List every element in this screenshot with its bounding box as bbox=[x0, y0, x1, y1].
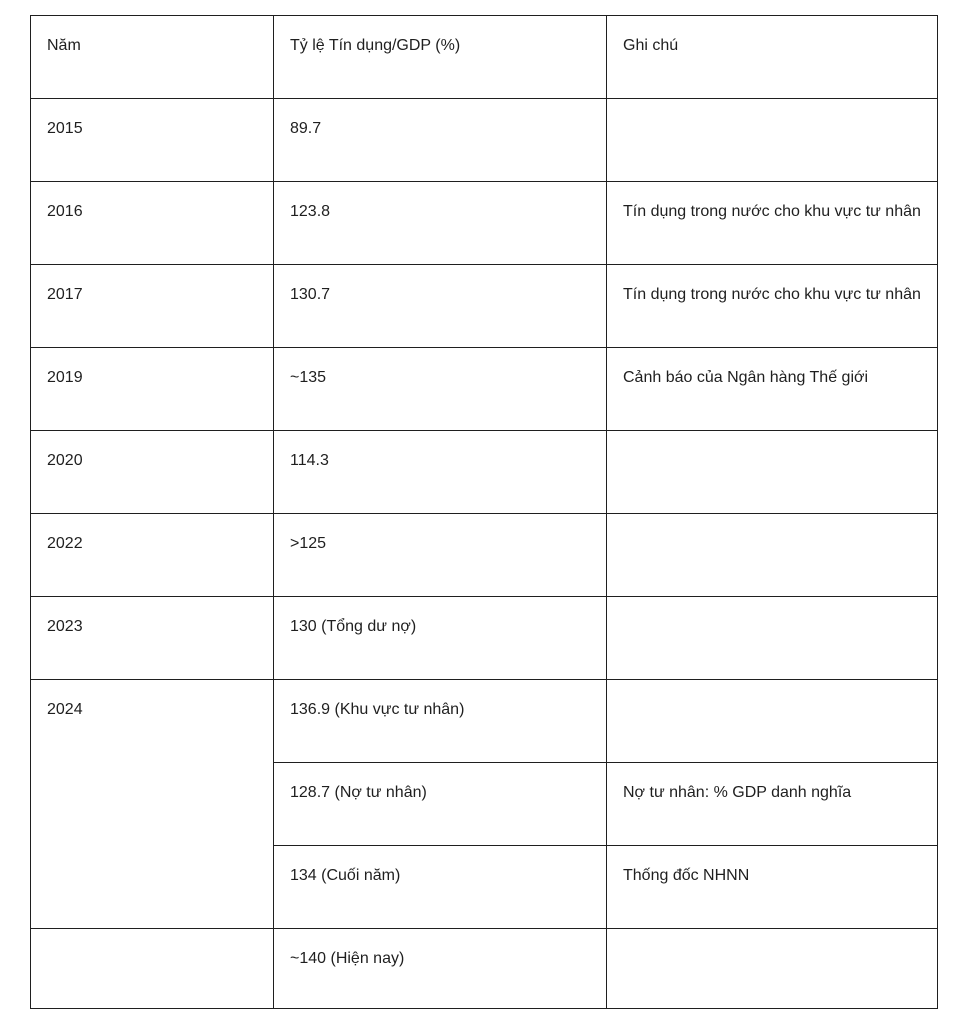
table-row bbox=[31, 929, 938, 1009]
cell-ratio: 130 (Tổng dư nợ) bbox=[274, 597, 607, 680]
cell-ratio: 128.7 (Nợ tư nhân) bbox=[274, 763, 607, 846]
table-row bbox=[31, 514, 938, 597]
cell-year: 2017 bbox=[31, 265, 274, 348]
cell-ratio: 123.8 bbox=[274, 182, 607, 265]
cell-ratio: 130.7 bbox=[274, 265, 607, 348]
table-row bbox=[31, 348, 938, 431]
credit-gdp-table bbox=[30, 15, 938, 1009]
cell-year: 2020 bbox=[31, 431, 274, 514]
table-row bbox=[31, 182, 938, 265]
cell-note bbox=[607, 929, 938, 1009]
header-ratio: Tỷ lệ Tín dụng/GDP (%) bbox=[274, 16, 607, 99]
cell-note: Tín dụng trong nước cho khu vực tư nhân bbox=[607, 182, 938, 265]
header-year: Năm bbox=[31, 16, 274, 99]
cell-ratio: ~135 bbox=[274, 348, 607, 431]
cell-ratio: 89.7 bbox=[274, 99, 607, 182]
cell-note bbox=[607, 597, 938, 680]
cell-note: Tín dụng trong nước cho khu vực tư nhân bbox=[607, 265, 938, 348]
cell-year bbox=[31, 929, 274, 1009]
cell-year: 2024 bbox=[31, 680, 274, 929]
credit-gdp-table-container bbox=[30, 15, 938, 1009]
cell-year: 2022 bbox=[31, 514, 274, 597]
table-row bbox=[31, 680, 938, 763]
cell-year: 2023 bbox=[31, 597, 274, 680]
cell-year: 2019 bbox=[31, 348, 274, 431]
header-note: Ghi chú bbox=[607, 16, 938, 99]
table-row bbox=[31, 99, 938, 182]
table-row bbox=[31, 597, 938, 680]
cell-note bbox=[607, 99, 938, 182]
cell-note bbox=[607, 514, 938, 597]
cell-note: Nợ tư nhân: % GDP danh nghĩa bbox=[607, 763, 938, 846]
cell-ratio: 134 (Cuối năm) bbox=[274, 846, 607, 929]
cell-note bbox=[607, 431, 938, 514]
cell-note bbox=[607, 680, 938, 763]
table-header-row bbox=[31, 16, 938, 99]
cell-note: Cảnh báo của Ngân hàng Thế giới bbox=[607, 348, 938, 431]
cell-ratio: ~140 (Hiện nay) bbox=[274, 929, 607, 1009]
cell-ratio: 136.9 (Khu vực tư nhân) bbox=[274, 680, 607, 763]
cell-ratio: 114.3 bbox=[274, 431, 607, 514]
cell-year: 2016 bbox=[31, 182, 274, 265]
cell-ratio: >125 bbox=[274, 514, 607, 597]
table-row bbox=[31, 431, 938, 514]
cell-note: Thống đốc NHNN bbox=[607, 846, 938, 929]
cell-year: 2015 bbox=[31, 99, 274, 182]
table-row bbox=[31, 265, 938, 348]
